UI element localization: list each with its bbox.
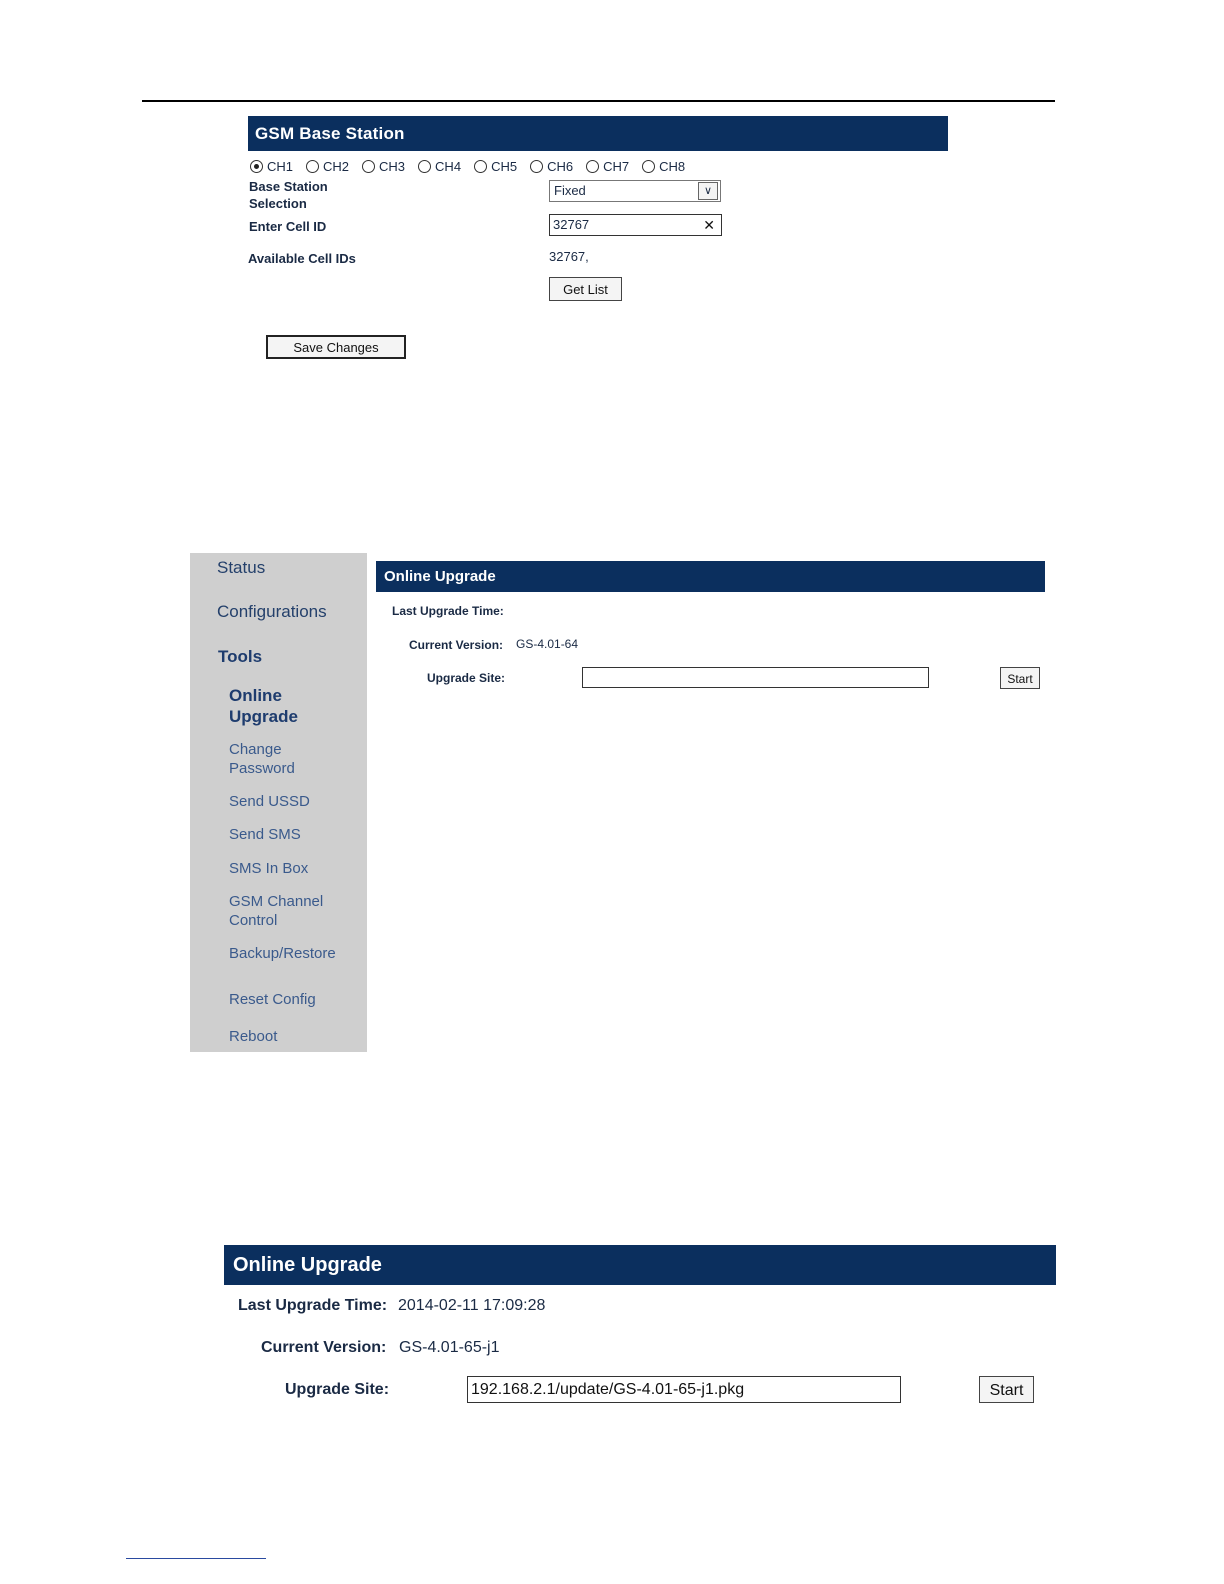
channel-radio-label: CH2 (323, 158, 350, 174)
channel-radio-group (250, 156, 698, 176)
sidebar (190, 553, 367, 1052)
channel-radio-label: CH8 (659, 158, 686, 174)
online-upgrade-header-large: Online Upgrade (224, 1245, 1056, 1285)
enter-cell-id-label: Enter Cell ID (249, 219, 327, 234)
last-upgrade-time-label-large: Last Upgrade Time: (238, 1297, 388, 1314)
cell-id-input[interactable] (549, 214, 722, 236)
channel-radio-label: CH6 (547, 158, 574, 174)
upgrade-site-label: Upgrade Site: (427, 671, 506, 685)
sidebar-item-sms-in-box[interactable]: SMS In Box (229, 860, 309, 877)
last-upgrade-time-value-large: 2014-02-11 17:09:28 (398, 1297, 546, 1314)
channel-radio-ch2[interactable] (306, 156, 349, 176)
last-upgrade-time-label: Last Upgrade Time: (392, 604, 504, 618)
sidebar-item-change-password[interactable]: Change Password (229, 741, 295, 777)
channel-radio-ch4[interactable] (418, 156, 461, 176)
channel-radio-label: CH7 (603, 158, 630, 174)
upgrade-site-input[interactable] (582, 667, 929, 688)
radio-button-icon[interactable] (306, 160, 319, 173)
get-list-button[interactable]: Get List (549, 277, 622, 301)
page-top-rule (142, 100, 1055, 102)
chevron-down-icon[interactable]: ∨ (698, 182, 718, 200)
cell-id-value: 32767 (553, 217, 590, 232)
radio-button-icon[interactable] (474, 160, 487, 173)
clear-icon[interactable]: ✕ (703, 217, 715, 233)
available-cell-ids-label: Available Cell IDs (248, 251, 356, 266)
channel-radio-label: CH3 (379, 158, 406, 174)
current-version-value: GS-4.01-64 (516, 637, 579, 651)
channel-radio-ch7[interactable] (586, 156, 629, 176)
channel-radio-ch8[interactable] (642, 156, 685, 176)
current-version-label: Current Version: (409, 638, 504, 652)
footer-rule (126, 1558, 266, 1559)
radio-button-icon[interactable] (586, 160, 599, 173)
channel-radio-ch1[interactable] (250, 156, 293, 176)
gsm-base-station-header: GSM Base Station (248, 116, 948, 151)
sidebar-item-backup-restore[interactable]: Backup/Restore (229, 945, 336, 962)
sidebar-item-reset-config[interactable]: Reset Config (229, 991, 316, 1008)
base-station-selection-select[interactable] (549, 180, 721, 202)
channel-radio-ch3[interactable] (362, 156, 405, 176)
current-version-label-large: Current Version: (261, 1339, 387, 1356)
base-station-selection-value: Fixed (554, 183, 586, 198)
start-button-large[interactable]: Start (979, 1376, 1034, 1403)
sidebar-item-reboot[interactable]: Reboot (229, 1028, 278, 1045)
sidebar-item-configurations[interactable]: Configurations (217, 602, 327, 621)
sidebar-item-send-ussd[interactable]: Send USSD (229, 793, 310, 810)
base-station-selection-label: Base Station Selection (249, 179, 328, 211)
start-button[interactable]: Start (1000, 667, 1040, 689)
channel-radio-label: CH1 (267, 158, 294, 174)
sidebar-item-gsm-channel-control[interactable]: GSM Channel Control (229, 893, 324, 929)
channel-radio-ch5[interactable] (474, 156, 517, 176)
radio-button-icon[interactable] (362, 160, 375, 173)
radio-button-icon[interactable] (530, 160, 543, 173)
available-cell-ids-value: 32767, (549, 249, 589, 264)
sidebar-item-online-upgrade[interactable]: Online Upgrade (229, 686, 298, 726)
radio-button-icon[interactable] (250, 160, 263, 173)
channel-radio-label: CH5 (491, 158, 518, 174)
sidebar-item-tools[interactable]: Tools (218, 647, 263, 666)
channel-radio-label: CH4 (435, 158, 462, 174)
channel-radio-ch6[interactable] (530, 156, 573, 176)
radio-button-icon[interactable] (642, 160, 655, 173)
sidebar-item-send-sms[interactable]: Send SMS (229, 826, 301, 843)
save-changes-button[interactable]: Save Changes (266, 335, 406, 359)
online-upgrade-header: Online Upgrade (376, 561, 1045, 592)
upgrade-site-label-large: Upgrade Site: (285, 1381, 390, 1398)
current-version-value-large: GS-4.01-65-j1 (399, 1339, 500, 1356)
radio-button-icon[interactable] (418, 160, 431, 173)
sidebar-item-status[interactable]: Status (217, 558, 266, 577)
upgrade-site-input-large[interactable]: 192.168.2.1/update/GS-4.01-65-j1.pkg (467, 1376, 901, 1403)
